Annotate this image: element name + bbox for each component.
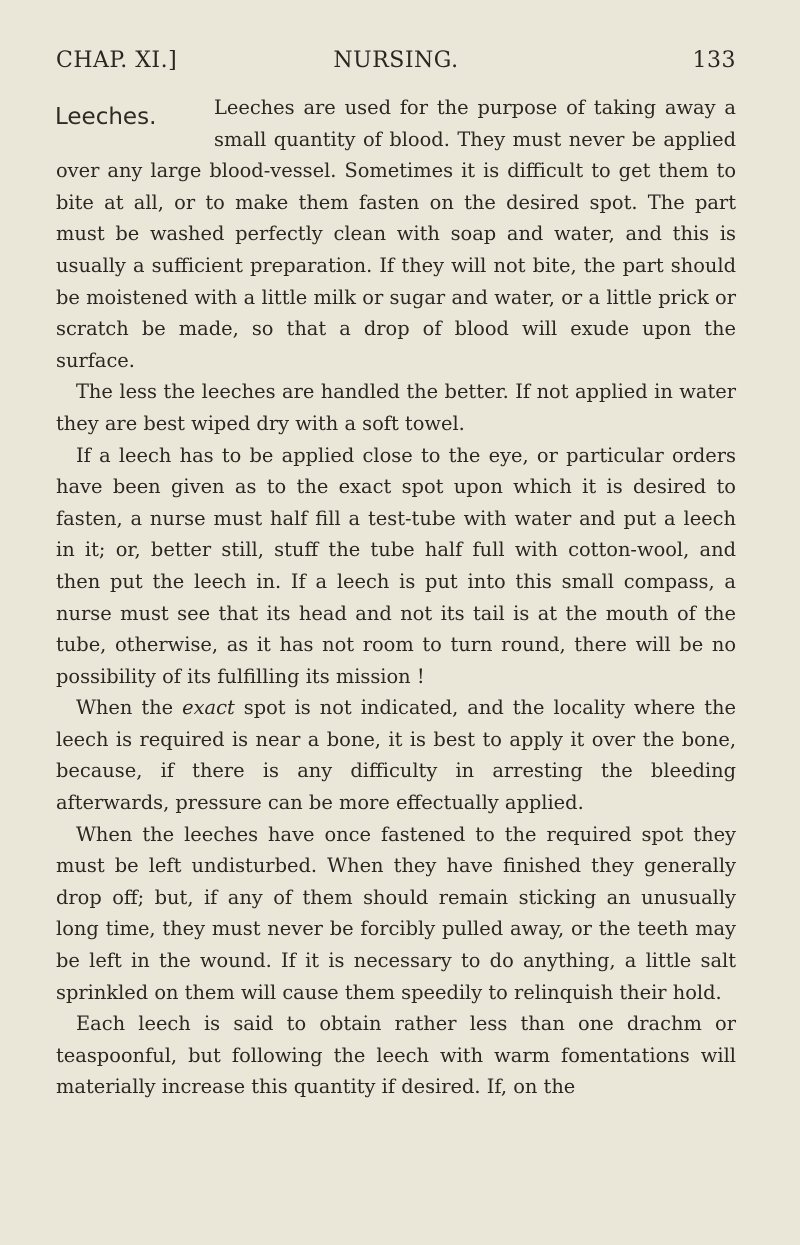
paragraph [56, 92, 736, 376]
paragraph-text: When the [76, 696, 183, 720]
paragraph: When the leeches have once fastened to the required spot they must be left undisturbed. When they have finished they generally drop off; but, if any of them should remain sticking an unusually long time, they must never be forcibly pulled away, or the teeth may be left in the wound. If it is necessary to do anything, a little salt sprinkled on them will cause them speedily to relinquish their hold. [56, 822, 736, 1004]
paragraph: Each leech is said to obtain rather less than one drachm or teaspoonful, but following the leech with warm fomentations will materially increase this quantity if desired. If, on the [56, 1012, 736, 1099]
chapter-label: CHAP. XI.] [56, 48, 178, 73]
body-text [56, 92, 736, 1103]
paragraph-text: spot is not indicated, and the locality where the leech is required is near a bone, it is best to apply it over the bone, because, if there is any difficulty in arresting the bleeding afterwards, pressure can be more effectually applied. [56, 696, 736, 815]
page-number: 133 [692, 48, 736, 73]
margin-heading: Leeches. [55, 104, 157, 130]
paragraph [56, 692, 736, 818]
page-title: NURSING. [333, 48, 459, 73]
paragraph: If a leech has to be applied close to the eye, or particular orders have been given as to the exact spot upon which it is desired to fasten, a nurse must half fill a test-tube with water and put a leech in it; or, better still, stuff the tube half full with cotton-wool, and then put the leech in. If a leech is put into this small compass, a nurse must see that its head and not its tail is at the mouth of the tube, otherwise, as it has not room to turn round, there will be no possibility of its fulfilling its mission ! [56, 443, 736, 688]
emphasis-text: exact [182, 696, 235, 720]
paragraph-text: Leeches are used for the purpose of taking away a small quantity of blood. They must never be applied over any large blood-vessel. Sometimes it is difficult to get them to bite at all, or to make them fasten on the desired spot. The part must be washed perfectly clean with soap and water, and this is usually a sufficient preparation. If they will not bite, the part should be moistened with a little milk or sugar and water, or a little prick or scratch be made, so that a drop of blood will exude upon the surface. [56, 96, 736, 372]
running-head [56, 48, 736, 78]
sidenote-spacer [56, 92, 214, 152]
paragraph: The less the leeches are handled the better. If not applied in water they are best wiped dry with a soft towel. [56, 380, 736, 435]
